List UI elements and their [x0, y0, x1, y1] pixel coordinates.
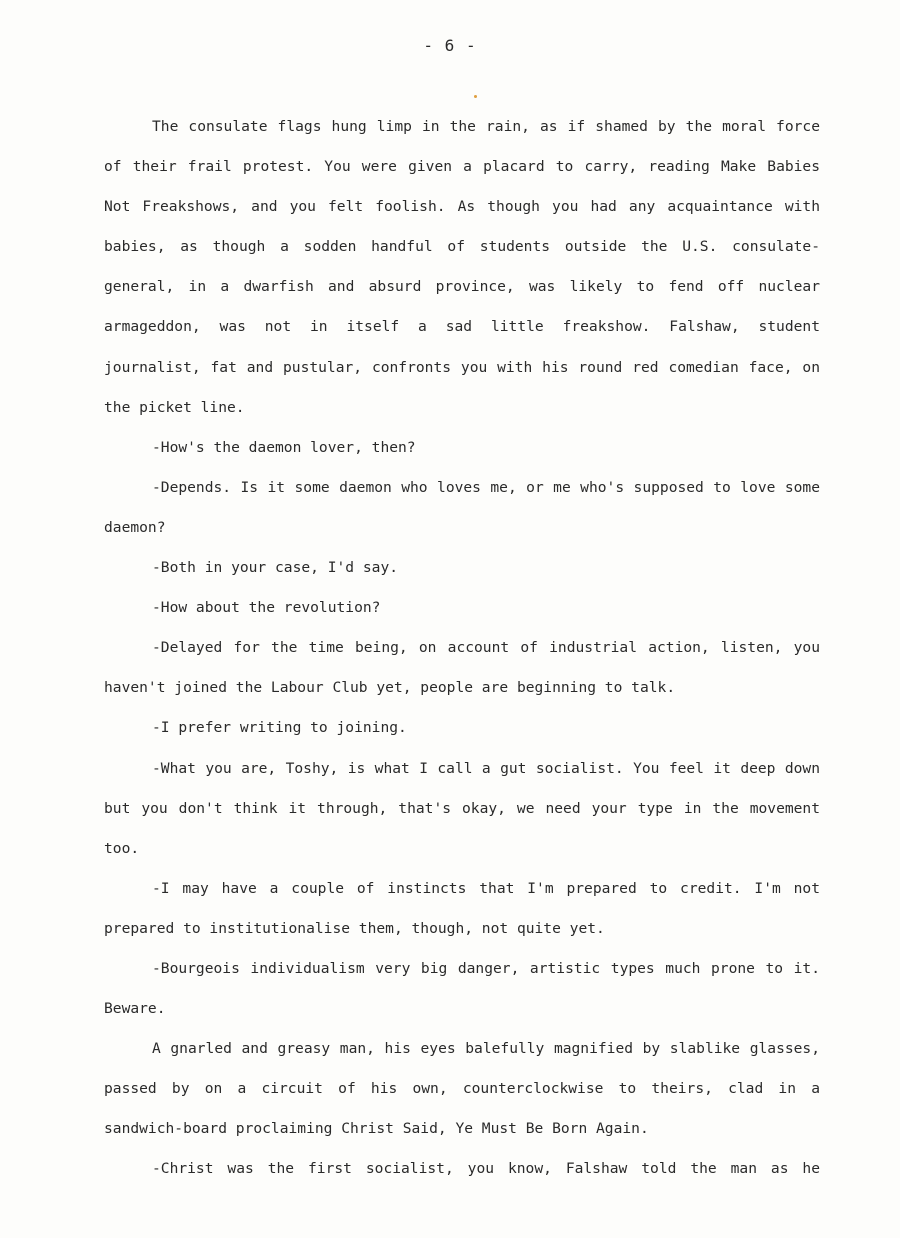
body-text [104, 107, 820, 1190]
paragraph-prefer-writing: -I prefer writing to joining. [152, 719, 407, 737]
paragraph-first-socialist: -Christ was the first socialist, you know, Falshaw told the man as he [152, 1160, 820, 1178]
paragraph-gut-socialist: -What you are, Toshy, is what I call a gut socialist. You feel it deep down but you don't think it through, that's okay, we need your type in the movement too. [104, 759, 820, 857]
paragraph-consulate-flags: The consulate flags hung limp in the rain, as if shamed by the moral force of their frail protest. You were given a placard to carry, reading Make Babies Not Freakshows, and you felt foolish. As though you had any acquaintance with babies, as though a sodden handful of students outside the U.S. consulate-general, in a dwarfish and absurd province, was likely to fend off nuclear armageddon, was not in itself a sad little freakshow. Falshaw, student journalist, fat and pustular, confronts you with his round red comedian face, on the picket line. [104, 118, 820, 416]
paragraph-daemon-lover: -How's the daemon lover, then? [152, 438, 416, 456]
paragraph-gnarled-man: A gnarled and greasy man, his eyes balefully magnified by slablike glasses, passed by on a circuit of his own, counterclockwise to theirs, clad in a sandwich-board proclaiming Christ Said, Ye Must Be Born Again. [104, 1040, 820, 1138]
paragraph-bourgeois: -Bourgeois individualism very big danger, artistic types much prone to it. Beware. [104, 959, 820, 1018]
page-number: - 6 - [423, 36, 477, 55]
paragraph-depends: -Depends. Is it some daemon who loves me, or me who's supposed to love some daemon? [104, 478, 820, 536]
paragraph-instincts: -I may have a couple of instincts that I'm prepared to credit. I'm not prepared to institutionalise them, though, not quite yet. [104, 879, 820, 937]
paragraph-delayed: -Delayed for the time being, on account of industrial action, listen, you haven't joined the Labour Club yet, people are beginning to talk. [104, 639, 820, 697]
paragraph-revolution: -How about the revolution? [152, 599, 381, 617]
paragraph-both-in-your-case: -Both in your case, I'd say. [152, 559, 399, 577]
ink-speck [474, 95, 477, 98]
